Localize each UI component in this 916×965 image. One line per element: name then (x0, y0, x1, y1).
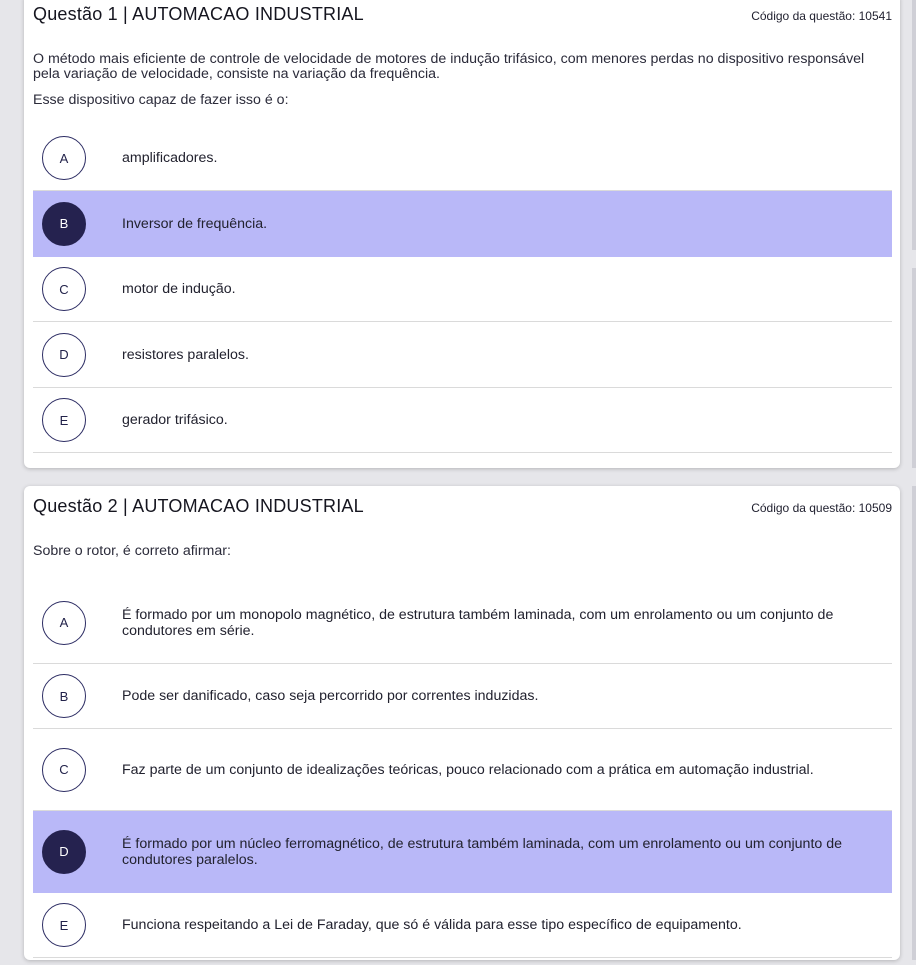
option-d[interactable] (33, 811, 892, 893)
option-letter: B (42, 202, 86, 246)
answer-options (33, 126, 892, 453)
question-code: Código da questão: 10509 (751, 501, 892, 515)
option-text: gerador trifásico. (122, 412, 228, 428)
option-c[interactable] (33, 257, 892, 322)
option-b[interactable] (33, 191, 892, 257)
option-text: Pode ser danificado, caso seja percorrido por correntes induzidas. (122, 688, 539, 704)
question-header (33, 486, 892, 530)
option-letter: C (42, 267, 86, 311)
question-title: Questão 1 | AUTOMACAO INDUSTRIAL (33, 4, 364, 24)
option-letter: E (42, 903, 86, 947)
side-panel-edge (912, 268, 916, 468)
option-text: Faz parte de um conjunto de idealizações teóricas, pouco relacionado com a prática em automação industrial. (122, 761, 814, 778)
answer-options (33, 582, 892, 958)
side-panel-edge (912, 486, 916, 960)
option-text: resistores paralelos. (122, 346, 249, 363)
question-statement: Sobre o rotor, é correto afirmar: (33, 543, 231, 559)
option-e[interactable] (33, 893, 892, 958)
question-code: Código da questão: 10541 (751, 9, 892, 23)
option-c[interactable] (33, 729, 892, 811)
option-letter: A (42, 601, 86, 645)
question-statement: O método mais eficiente de controle de velocidade de motores de indução trifásico, com menores perdas no dispositivo responsável pela variação de velocidade, consiste na variação da frequência. (33, 51, 865, 82)
question-prompt: Esse dispositivo capaz de fazer isso é o: (33, 92, 289, 108)
question-header (33, 0, 892, 38)
option-a[interactable] (33, 582, 892, 664)
option-letter: B (42, 674, 86, 718)
option-d[interactable] (33, 322, 892, 388)
option-text: Funciona respeitando a Lei de Faraday, que só é válida para esse tipo específico de equipamento. (122, 917, 742, 933)
option-e[interactable] (33, 388, 892, 453)
option-letter: A (42, 136, 86, 180)
option-a[interactable] (33, 126, 892, 191)
option-letter: D (42, 333, 86, 377)
option-text: É formado por um monopolo magnético, de estrutura também laminada, com um enrolamento ou um conjunto de condutores em série. (122, 606, 834, 639)
option-text: É formado por um núcleo ferromagnético, de estrutura também laminada, com um enrolamento ou um conjunto de condutores paralelos. (122, 835, 842, 868)
side-panel-edge (912, 0, 916, 250)
option-b[interactable] (33, 664, 892, 729)
option-letter: E (42, 398, 86, 442)
option-text: Inversor de frequência. (122, 215, 268, 232)
question-card-2 (24, 486, 900, 960)
option-letter: D (42, 830, 86, 874)
option-letter: C (42, 748, 86, 792)
question-card-1 (24, 0, 900, 468)
option-text: amplificadores. (122, 150, 218, 166)
question-title: Questão 2 | AUTOMACAO INDUSTRIAL (33, 496, 364, 516)
option-text: motor de indução. (122, 281, 236, 297)
